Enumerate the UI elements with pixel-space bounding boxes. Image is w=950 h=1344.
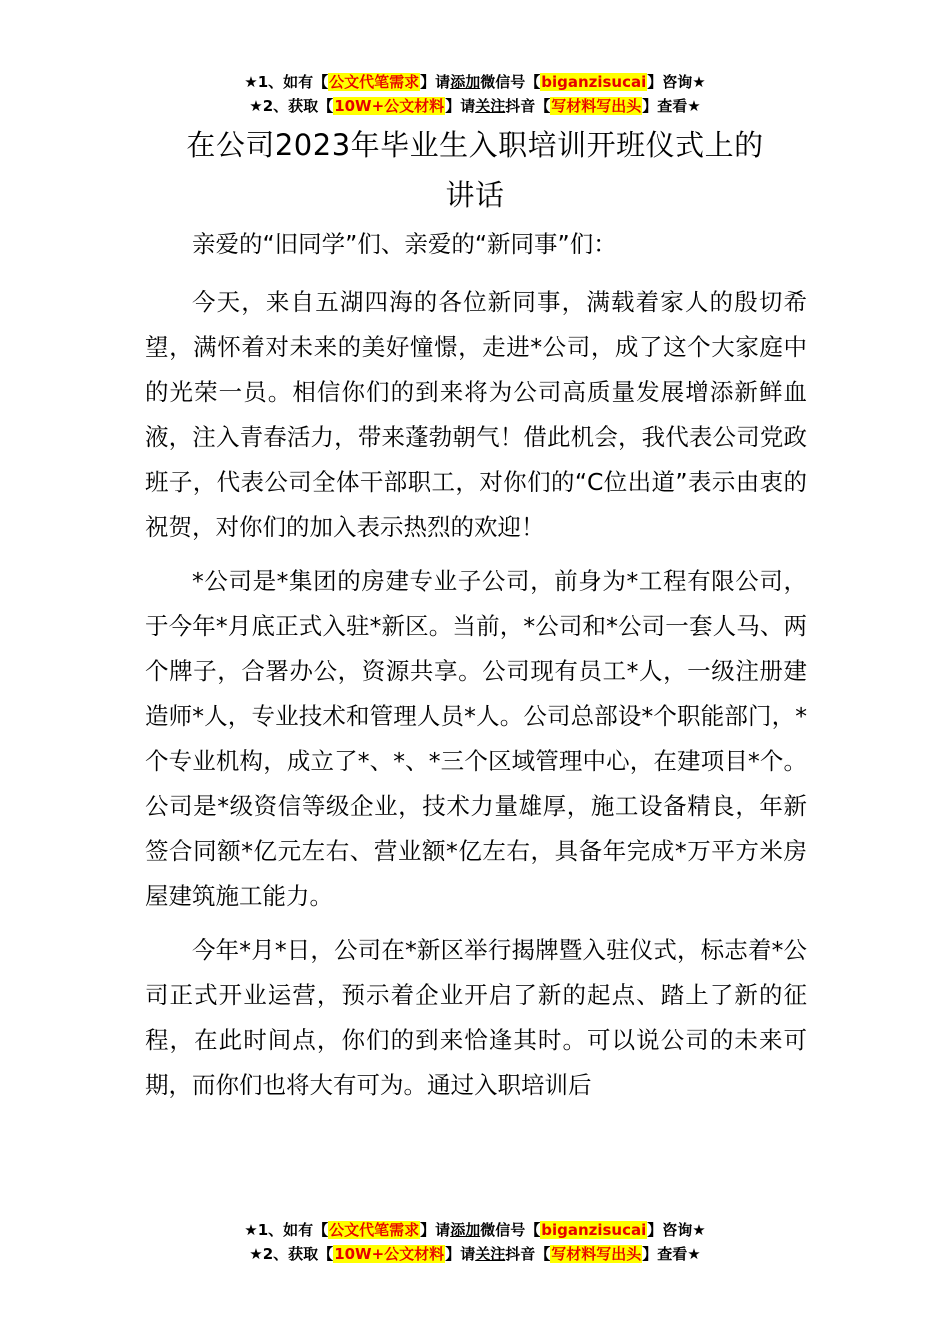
promo-underline-text: 关注 [475, 97, 506, 115]
promo-highlight-douyin: 写材料写出头 [551, 1245, 642, 1263]
promo-underline-text: 添加 [450, 1221, 481, 1239]
promo-text: 】咨询★ [647, 1221, 706, 1239]
promo-line-1 [0, 1218, 950, 1242]
promo-text: 】查看★ [642, 97, 701, 115]
promo-text: ★2、获取【 [249, 97, 334, 115]
promo-highlight-wechat-id: biganzisucai [541, 73, 647, 91]
promo-text: ★1、如有【 [244, 1221, 329, 1239]
promo-text: 】请 [420, 1221, 451, 1239]
greeting: 亲爱的“旧同学”们、亲爱的“新同事”们： [192, 230, 617, 258]
title-line-1: 在公司2023年毕业生入职培训开班仪式上的 [186, 128, 764, 162]
promo-text: ★1、如有【 [244, 73, 329, 91]
document-title [0, 120, 950, 220]
promo-text: 】咨询★ [647, 73, 706, 91]
promo-underline-text: 添加 [450, 73, 481, 91]
promo-highlight-douyin: 写材料写出头 [551, 97, 642, 115]
promo-highlight: 10W+公文材料 [334, 1245, 445, 1263]
promo-text: 】请 [420, 73, 451, 91]
promo-line-1 [0, 70, 950, 94]
promo-highlight: 10W+公文材料 [334, 97, 445, 115]
promo-highlight: 公文代笔需求 [329, 73, 420, 91]
title-line-2: 讲话 [445, 178, 505, 212]
promo-text: 】请 [445, 1245, 476, 1263]
footer-promo-banner [0, 1218, 950, 1266]
document-body [145, 222, 807, 1117]
paragraph: 今天，来自五湖四海的各位新同事，满载着家人的殷切希望，满怀着对未来的美好憧憬，走进*公司，成了这个大家庭中的光荣一员。相信你们的到来将为公司高质量发展增添新鲜血液，注入青春活力，带来蓬勃朝气！借此机会，我代表公司党政班子，代表公司全体干部职工，对你们的“C位出道”表示由衷的祝贺，对你们的加入表示热烈的欢迎！ [145, 288, 807, 541]
promo-text: 微信号【 [480, 1221, 541, 1239]
promo-line-2 [0, 94, 950, 118]
promo-text: ★2、获取【 [249, 1245, 334, 1263]
promo-line-2 [0, 1242, 950, 1266]
promo-text: 抖音【 [505, 97, 551, 115]
promo-underline-text: 关注 [475, 1245, 506, 1263]
promo-text: 抖音【 [505, 1245, 551, 1263]
paragraph: *公司是*集团的房建专业子公司，前身为*工程有限公司，于今年*月底正式入驻*新区。当前，*公司和*公司一套人马、两个牌子，合署办公，资源共享。公司现有员工*人，一级注册建造师*人，专业技术和管理人员*人。公司总部设*个职能部门，*个专业机构，成立了*、*、*三个区域管理中心，在建项目*个。公司是*级资信等级企业，技术力量雄厚，施工设备精良，年新签合同额*亿元左右、营业额*亿左右，具备年完成*万平方米房屋建筑施工能力。 [145, 567, 807, 910]
promo-text: 】请 [445, 97, 476, 115]
promo-text: 】查看★ [642, 1245, 701, 1263]
promo-text: 微信号【 [480, 73, 541, 91]
promo-highlight: 公文代笔需求 [329, 1221, 420, 1239]
paragraph: 今年*月*日，公司在*新区举行揭牌暨入驻仪式，标志着*公司正式开业运营，预示着企业开启了新的起点、踏上了新的征程，在此时间点，你们的到来恰逢其时。可以说公司的未来可期，而你们也将大有可为。通过入职培训后 [145, 936, 807, 1099]
promo-highlight-wechat-id: biganzisucai [541, 1221, 647, 1239]
header-promo-banner [0, 70, 950, 118]
